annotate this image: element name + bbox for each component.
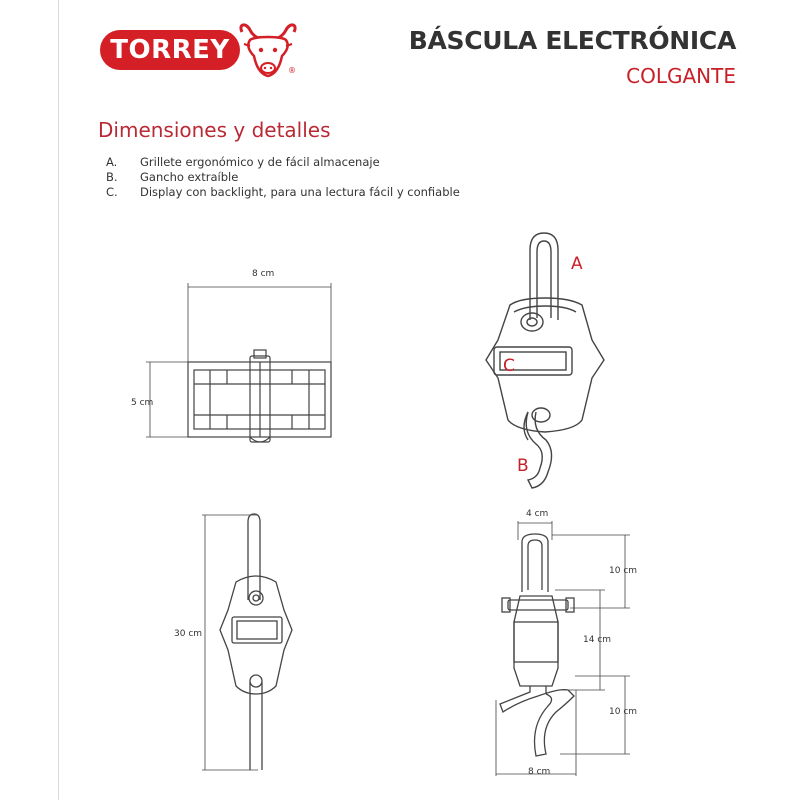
registered-mark: ® <box>288 66 296 75</box>
front-view-drawing <box>202 514 292 770</box>
side-view-drawing <box>496 521 630 776</box>
side-shackle-height-label: 10 cm <box>609 566 638 576</box>
feature-text: Grillete ergonómico y de fácil almacenaje <box>140 155 380 169</box>
top-view-drawing <box>146 283 331 442</box>
feature-letter: B. <box>106 170 118 184</box>
feature-text: Gancho extraíble <box>140 170 239 184</box>
callout-b: B <box>517 456 529 476</box>
feature-letter: C. <box>106 185 118 199</box>
callout-a: A <box>571 254 583 274</box>
front-height-label: 30 cm <box>174 629 203 639</box>
page-title: BÁSCULA ELECTRÓNICA <box>408 26 736 55</box>
logo-wordmark: TORREY <box>100 30 240 70</box>
side-bottom-width-label: 8 cm <box>528 767 551 777</box>
side-top-width-label: 4 cm <box>526 509 549 519</box>
side-body-height-label: 14 cm <box>583 635 612 645</box>
side-hook-height-label: 10 cm <box>609 707 638 717</box>
feature-text: Display con backlight, para una lectura fácil y confiable <box>140 185 460 199</box>
top-height-label: 5 cm <box>131 398 154 408</box>
top-width-label: 8 cm <box>252 269 275 279</box>
section-title: Dimensiones y detalles <box>98 118 331 142</box>
page-subtitle: COLGANTE <box>626 64 736 88</box>
feature-letter: A. <box>106 155 118 169</box>
callout-c: C <box>503 356 515 376</box>
